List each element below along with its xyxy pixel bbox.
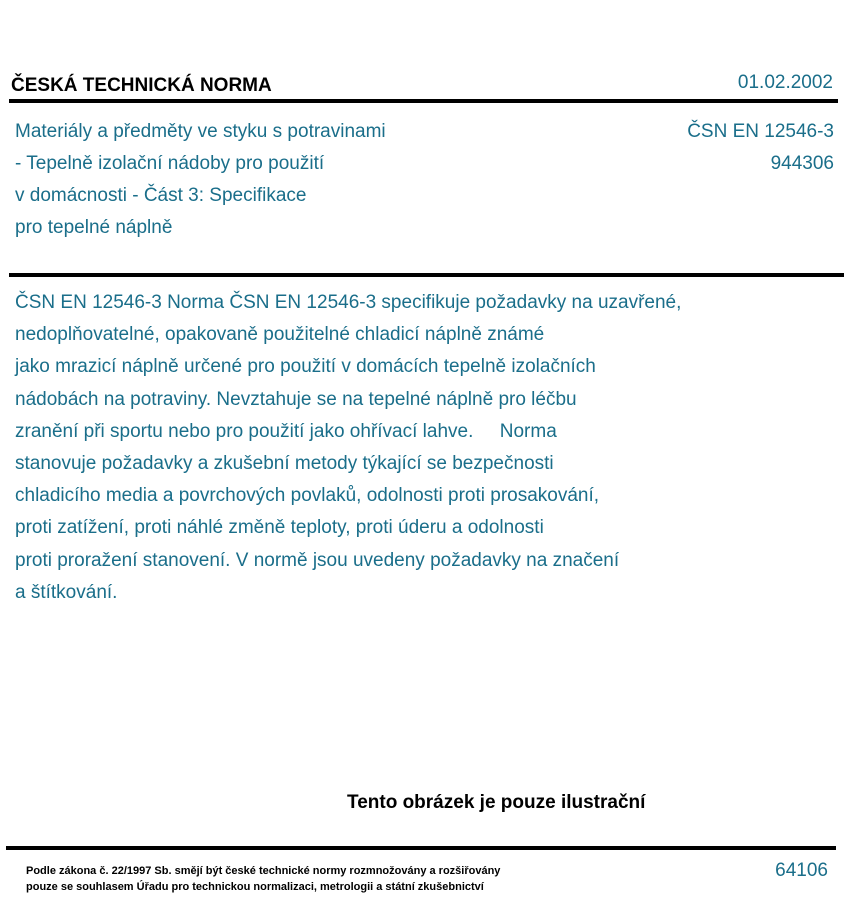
legal-notice-line: Podle zákona č. 22/1997 Sb. smějí být české technické normy rozmnožovány a rozšiřovány	[26, 865, 501, 877]
abstract-line: zranění při sportu nebo pro použití jako ohřívací lahve. Norma	[15, 420, 557, 442]
footer-divider	[6, 846, 836, 850]
publication-date: 01.02.2002	[737, 72, 833, 93]
abstract-line: nedoplňovatelné, opakovaně použitelné chladicí náplně známé	[15, 324, 545, 346]
abstract-line: chladicího media a povrchových povlaků, odolnosti proti prosakování,	[15, 485, 600, 507]
catalog-number: 64106	[775, 860, 828, 881]
document-title-line: pro tepelné náplně	[15, 217, 173, 238]
standard-header-title: ČESKÁ TECHNICKÁ NORMA	[11, 75, 272, 96]
section-divider	[9, 273, 844, 277]
legal-notice	[26, 863, 500, 895]
abstract-line: stanovuje požadavky a zkušební metody týkající se bezpečnosti	[15, 453, 554, 475]
classification-number: 944306	[770, 153, 834, 174]
document-title-line: Materiály a předměty ve styku s potravinami	[15, 121, 386, 142]
document-title-line: v domácnosti - Část 3: Specifikace	[15, 185, 307, 206]
abstract-line: a štítkování.	[15, 581, 118, 603]
legal-notice-line: pouze se souhlasem Úřadu pro technickou normalizaci, metrologii a státní zkušebnictví	[26, 881, 484, 893]
document-title	[15, 116, 386, 244]
standard-code: ČSN EN 12546-3	[687, 121, 834, 142]
abstract-line: nádobách na potraviny. Nevztahuje se na tepelné náplně pro léčbu	[15, 388, 577, 410]
abstract-line: proti zatížení, proti náhlé změně teploty, proti úderu a odolnosti	[15, 517, 544, 539]
abstract-line: proti proražení stanovení. V normě jsou uvedeny požadavky na značení	[15, 549, 620, 571]
abstract-line: ČSN EN 12546-3 Norma ČSN EN 12546-3 specifikuje požadavky na uzavřené,	[15, 292, 682, 313]
illustrative-notice: Tento obrázek je pouze ilustrační	[347, 792, 646, 813]
abstract-text	[15, 287, 681, 609]
document-codes	[687, 116, 834, 180]
document-title-line: - Tepelně izolační nádoby pro použití	[15, 153, 325, 174]
header-divider	[9, 99, 838, 103]
abstract-line: jako mrazicí náplně určené pro použití v domácích tepelně izolačních	[15, 356, 596, 378]
